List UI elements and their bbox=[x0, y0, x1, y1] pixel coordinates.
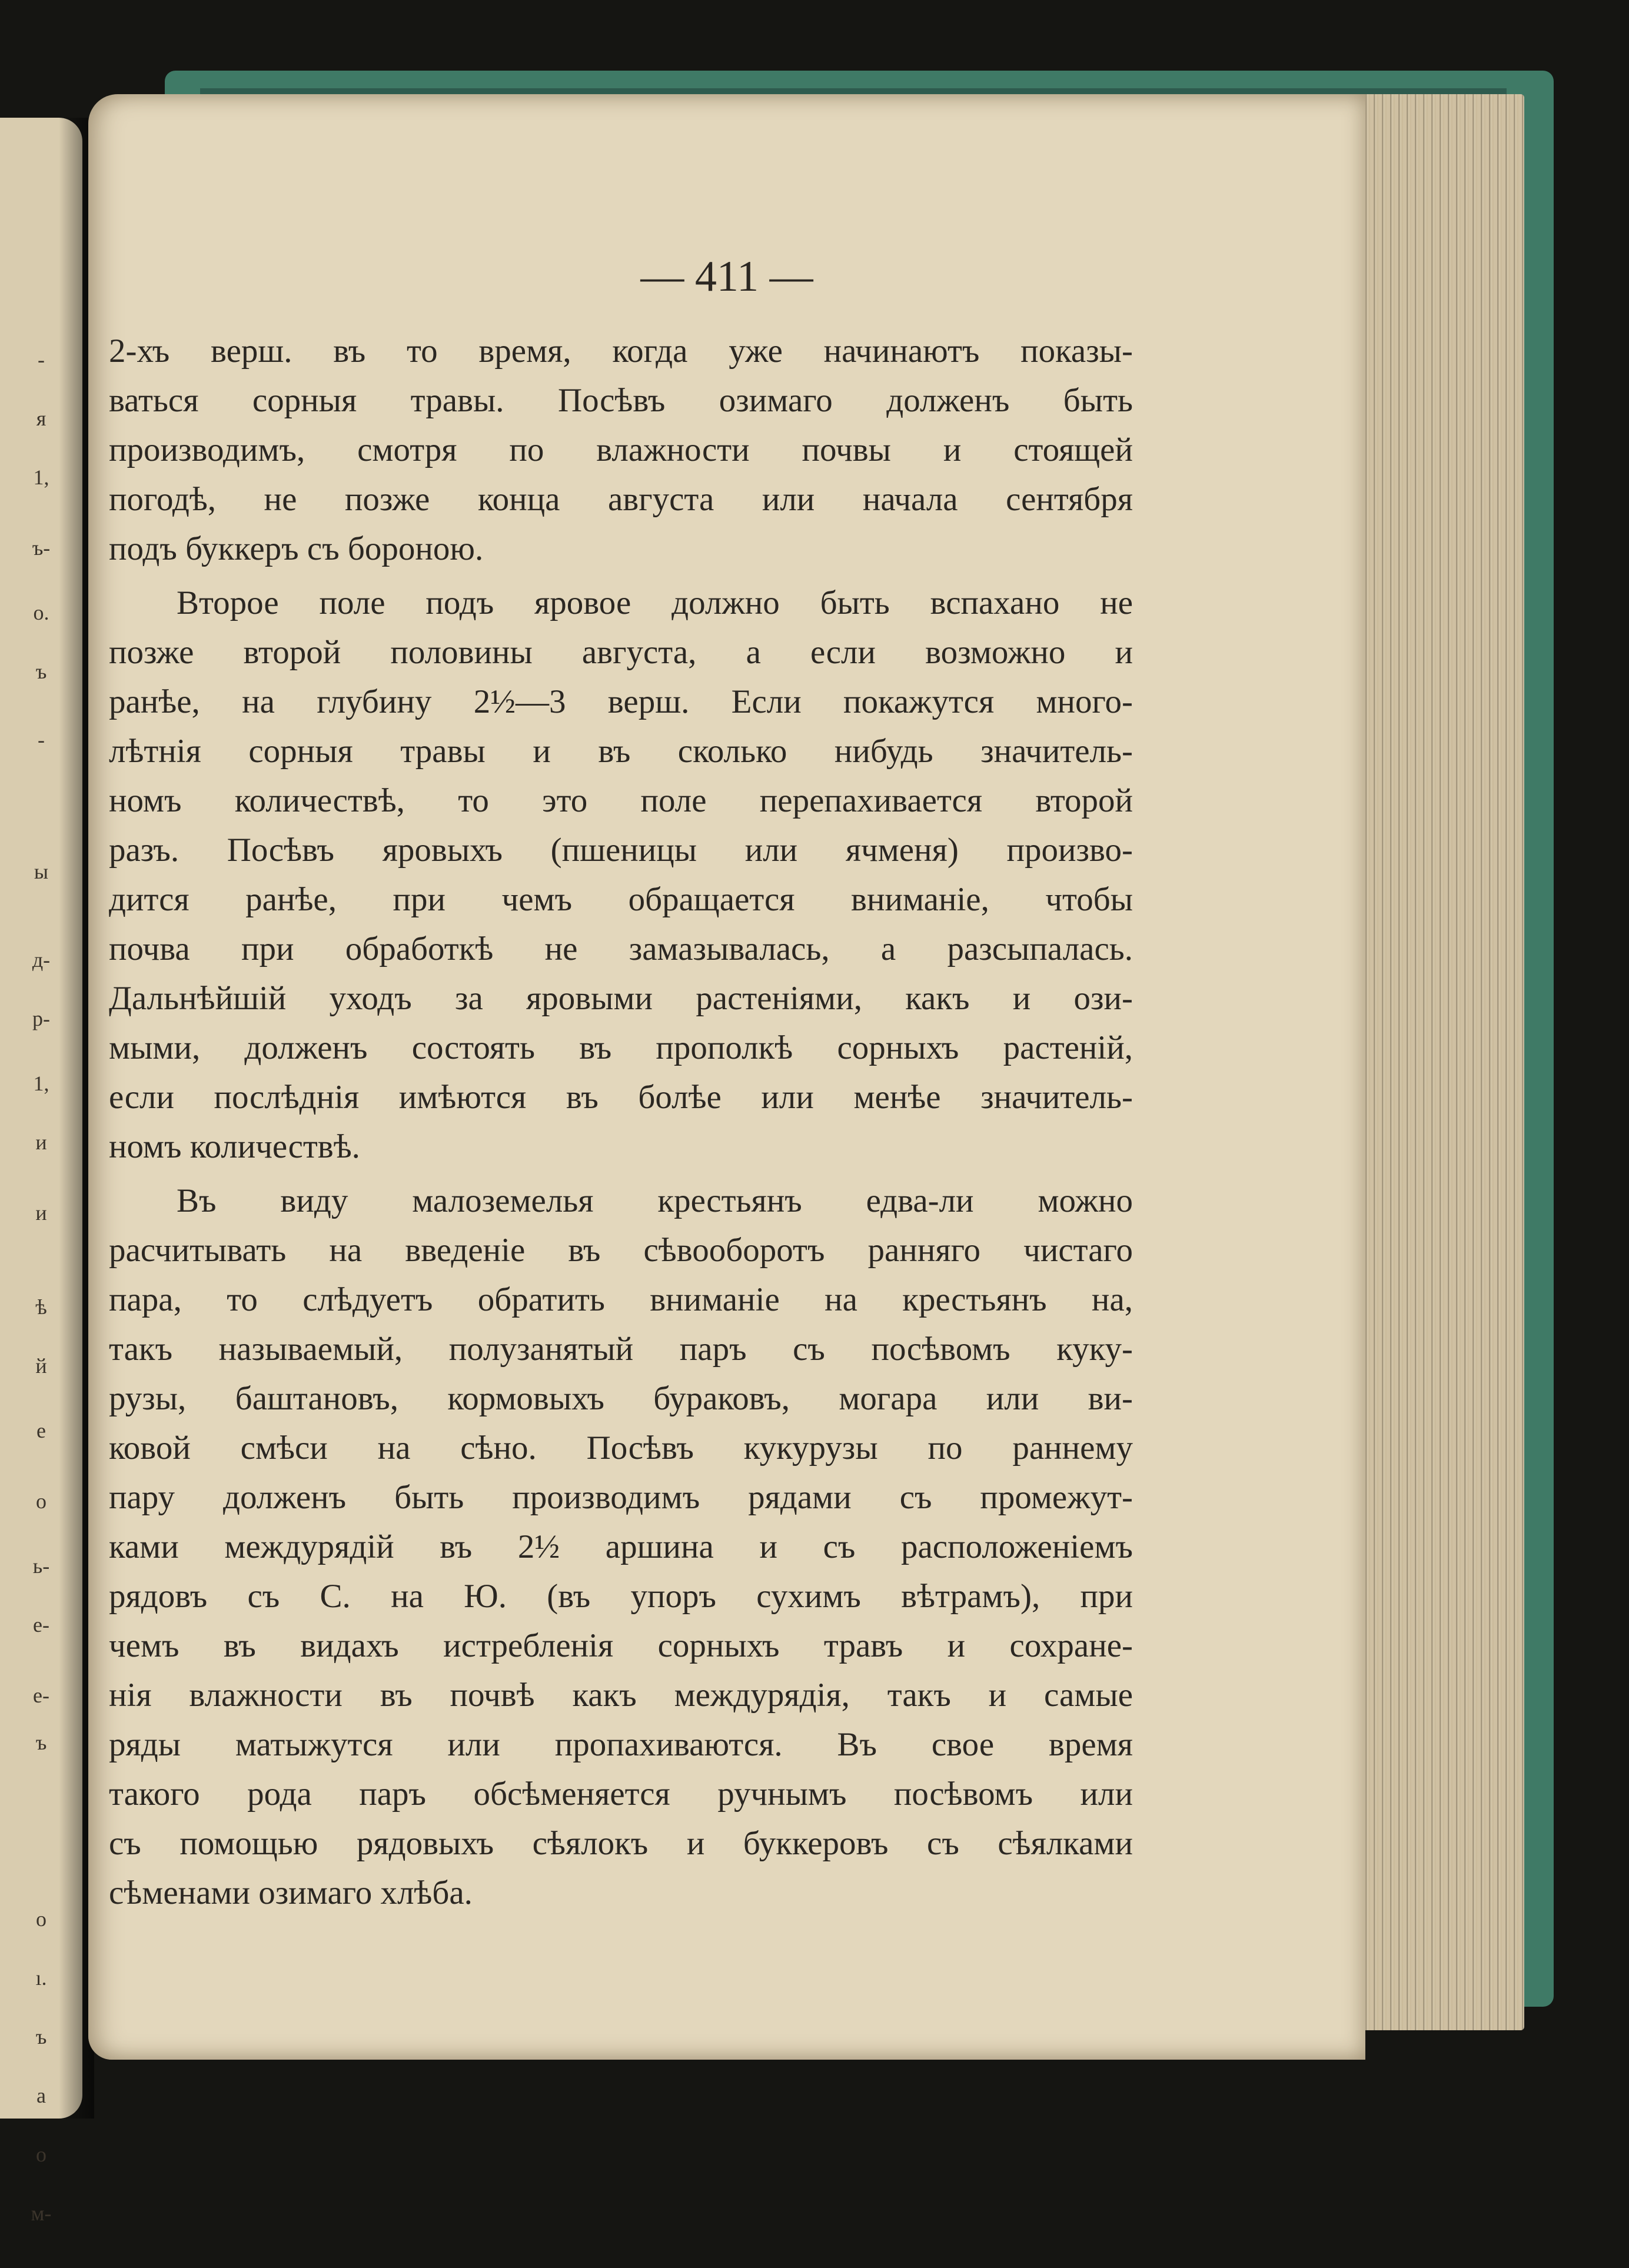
left-page-fragment: ı. bbox=[35, 1966, 47, 1990]
text-line: если послѣднія имѣются въ болѣе или менѣе значитель- bbox=[109, 1079, 1133, 1116]
left-page-fragment: ъ- bbox=[32, 536, 51, 560]
text-line: разъ. Посѣвъ яровыхъ (пшеницы или ячменя) произво- bbox=[109, 832, 1133, 869]
paragraph-gap bbox=[109, 1172, 1133, 1176]
left-page-fragment: о bbox=[36, 1907, 46, 1931]
paragraph-gap bbox=[109, 574, 1133, 578]
left-page-fragment: 1, bbox=[33, 1072, 49, 1095]
left-page-fragment: й bbox=[35, 1354, 47, 1378]
left-page-fragment: ѣ bbox=[35, 1295, 47, 1319]
text-line: погодѣ, не позже конца августа или начала сентября bbox=[109, 481, 1133, 518]
text-line: ваться сорныя травы. Посѣвъ озимаго долженъ быть bbox=[109, 382, 1133, 419]
text-line: чемъ въ видахъ истребленія сорныхъ травъ и сохране- bbox=[109, 1627, 1133, 1664]
page-edges bbox=[1354, 94, 1524, 2030]
text-line: позже второй половины августа, а если возможно и bbox=[109, 634, 1133, 671]
text-line: Въ виду малоземелья крестьянъ едва-ли можно bbox=[177, 1182, 1133, 1219]
text-line: Второе поле подъ яровое должно быть вспахано не bbox=[177, 584, 1133, 621]
text-line: лѣтнія сорныя травы и въ сколько нибудь значитель- bbox=[109, 733, 1133, 770]
text-line: Дальнѣйшій уходъ за яровыми растеніями, какъ и ози- bbox=[109, 980, 1133, 1017]
left-page-fragment: - bbox=[38, 728, 45, 751]
text-line: такого рода паръ обсѣменяется ручнымъ посѣвомъ или bbox=[109, 1775, 1133, 1813]
text-line: ранѣе, на глубину 2½—3 верш. Если покажутся много- bbox=[109, 683, 1133, 720]
body-text bbox=[109, 327, 1133, 1918]
left-page-fragment: ъ bbox=[35, 2025, 47, 2048]
page-number: — 411 — bbox=[640, 252, 813, 301]
left-page-fragment: о. bbox=[33, 601, 49, 624]
text-line: номъ количествѣ, то это поле перепахивается второй bbox=[109, 782, 1133, 819]
text-line: производимъ, смотря по влажности почвы и стоящей bbox=[109, 431, 1133, 468]
left-page-fragment: я bbox=[36, 407, 46, 430]
left-page-fragment: о bbox=[36, 1489, 46, 1513]
text-line: пару долженъ быть производимъ рядами съ промежут- bbox=[109, 1479, 1133, 1516]
text-line: ками междурядій въ 2½ аршина и съ расположеніемъ bbox=[109, 1528, 1133, 1565]
text-line: дится ранѣе, при чемъ обращается вниманіе, чтобы bbox=[109, 881, 1133, 918]
text-line: съ помощью рядовыхъ сѣялокъ и буккеровъ съ сѣялками bbox=[109, 1825, 1133, 1862]
text-line: рядовъ съ С. на Ю. (въ упоръ сухимъ вѣтрамъ), при bbox=[109, 1578, 1133, 1615]
left-page-fragment: р- bbox=[32, 1007, 50, 1030]
left-page-fragment: ь- bbox=[32, 1554, 50, 1578]
text-line: рузы, баштановъ, кормовыхъ бураковъ, могара или ви- bbox=[109, 1380, 1133, 1417]
text-line: почва при обработкѣ не замазывалась, а разсыпалась. bbox=[109, 930, 1133, 967]
text-line: такъ называемый, полузанятый паръ съ посѣвомъ куку- bbox=[109, 1331, 1133, 1368]
text-line: ряды матыжутся или пропахиваются. Въ свое время bbox=[109, 1726, 1133, 1763]
left-page-fragment: ъ bbox=[35, 1731, 47, 1754]
text-line: мыми, долженъ состоять въ прополкѣ сорныхъ растеній, bbox=[109, 1029, 1133, 1066]
left-page-fragment: е- bbox=[33, 1684, 49, 1707]
text-line: расчитывать на введеніе въ сѣвооборотъ ранняго чистаго bbox=[109, 1232, 1133, 1269]
text-line: пара, то слѣдуетъ обратить вниманіе на крестьянъ на, bbox=[109, 1281, 1133, 1318]
left-page-fragment: 1, bbox=[33, 465, 49, 489]
left-page-fragment: м- bbox=[31, 2202, 52, 2225]
text-line: ковой смѣси на сѣно. Посѣвъ кукурузы по раннему bbox=[109, 1429, 1133, 1466]
text-line: сѣменами озимаго хлѣба. bbox=[109, 1874, 473, 1911]
right-page bbox=[88, 94, 1365, 2060]
left-page-fragment: о bbox=[36, 2143, 46, 2166]
text-line: подъ буккеръ съ бороною. bbox=[109, 530, 484, 567]
left-page-fragment: е bbox=[36, 1419, 46, 1442]
left-page-fragment: а bbox=[36, 2084, 46, 2107]
left-page-fragment: ы bbox=[34, 860, 49, 883]
text-line: номъ количествѣ. bbox=[109, 1128, 360, 1165]
left-page-fragment: и bbox=[35, 1130, 47, 1154]
text-line: 2-хъ верш. въ то время, когда уже начинаютъ показы- bbox=[109, 332, 1133, 370]
left-page-fragment: д- bbox=[32, 948, 51, 972]
left-page-fragment: ъ bbox=[35, 660, 47, 683]
left-page-fragment: - bbox=[38, 348, 45, 371]
text-line: нія влажности въ почвѣ какъ междурядія, такъ и самые bbox=[109, 1677, 1133, 1714]
left-page-fragment: и bbox=[35, 1201, 47, 1225]
left-page-fragment: е- bbox=[33, 1613, 49, 1637]
